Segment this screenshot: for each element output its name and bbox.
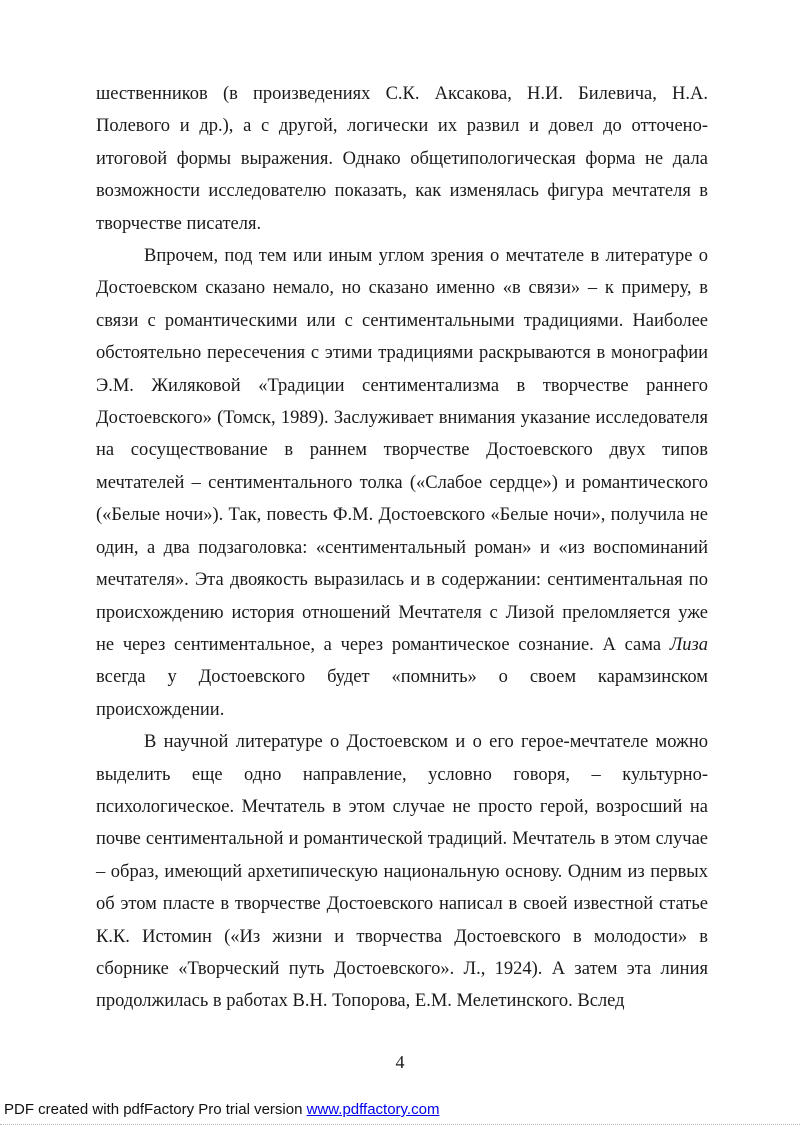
paragraph	[96, 240, 708, 726]
text-run: всегда у Достоевского будет «помнить» о своем карамзинском происхождении.	[96, 667, 708, 720]
paragraph	[96, 726, 708, 1018]
text-run: Впрочем, под тем или иным углом зрения о мечтателе в литературе о Достоевском сказано немало, но сказано именно «в связи» – к примеру, в связи с романтическими или с сентиментальными традициями. Наиболее обстоятельно пересечения с этими традициями раскрываются в монографии Э.М. Жиляковой «Традиции сентиментализма в творчестве раннего Достоевского» (Томск, 1989). Заслуживает внимания указание исследователя на сосуществование в раннем творчестве Достоевского двух типов мечтателей – сентиментального толка («Слабое сердце») и романтического («Белые ночи»). Так, повесть Ф.М. Достоевского «Белые ночи», получила не один, а два подзаголовка: «сентиментальный роман» и «из воспоминаний мечтателя». Эта двоякость выразилась и в содержании: сентиментальная по происхождению история отношений Мечтателя с Лизой преломляется уже не через сентиментальное, а через романтическое сознание. А сама	[96, 246, 708, 655]
body-text	[96, 78, 708, 1018]
footer-link[interactable]: www.pdffactory.com	[306, 1101, 440, 1118]
text-run: В научной литературе о Достоевском и о его герое-мечтателе можно выделить еще одно направление, условно говоря, – культурно-психологическое. Мечтатель в этом случае не просто герой, возросший на почве сентиментальной и романтической традиций. Мечтатель в этом случае – образ, имеющий архетипическую национальную основу. Одним из первых об этом пласте в творчестве Достоевского написал в своей известной статье К.К. Истомин («Из жизни и творчества Достоевского в молодости» в сборнике «Творческий путь Достоевского». Л., 1924). А затем эта линия продолжилась в работах В.Н. Топорова, Е.М. Мелетинского. Вслед	[96, 732, 708, 1012]
footer-text: PDF created with pdfFactory Pro trial version	[4, 1101, 307, 1118]
italic-text-run: Лиза	[669, 634, 708, 655]
paragraph	[96, 78, 708, 240]
text-run: шественников (в произведениях С.К. Аксакова, Н.И. Билевича, Н.А. Полевого и др.), а с другой, логически их развил и довел до отточено-итоговой формы выражения. Однако общетипологическая форма не дала возможности исследователю показать, как изменялась фигура мечтателя в творчестве писателя.	[96, 84, 708, 234]
page-number: 4	[395, 1052, 405, 1072]
pdf-footer	[4, 1101, 439, 1118]
footer-divider	[0, 1124, 800, 1125]
